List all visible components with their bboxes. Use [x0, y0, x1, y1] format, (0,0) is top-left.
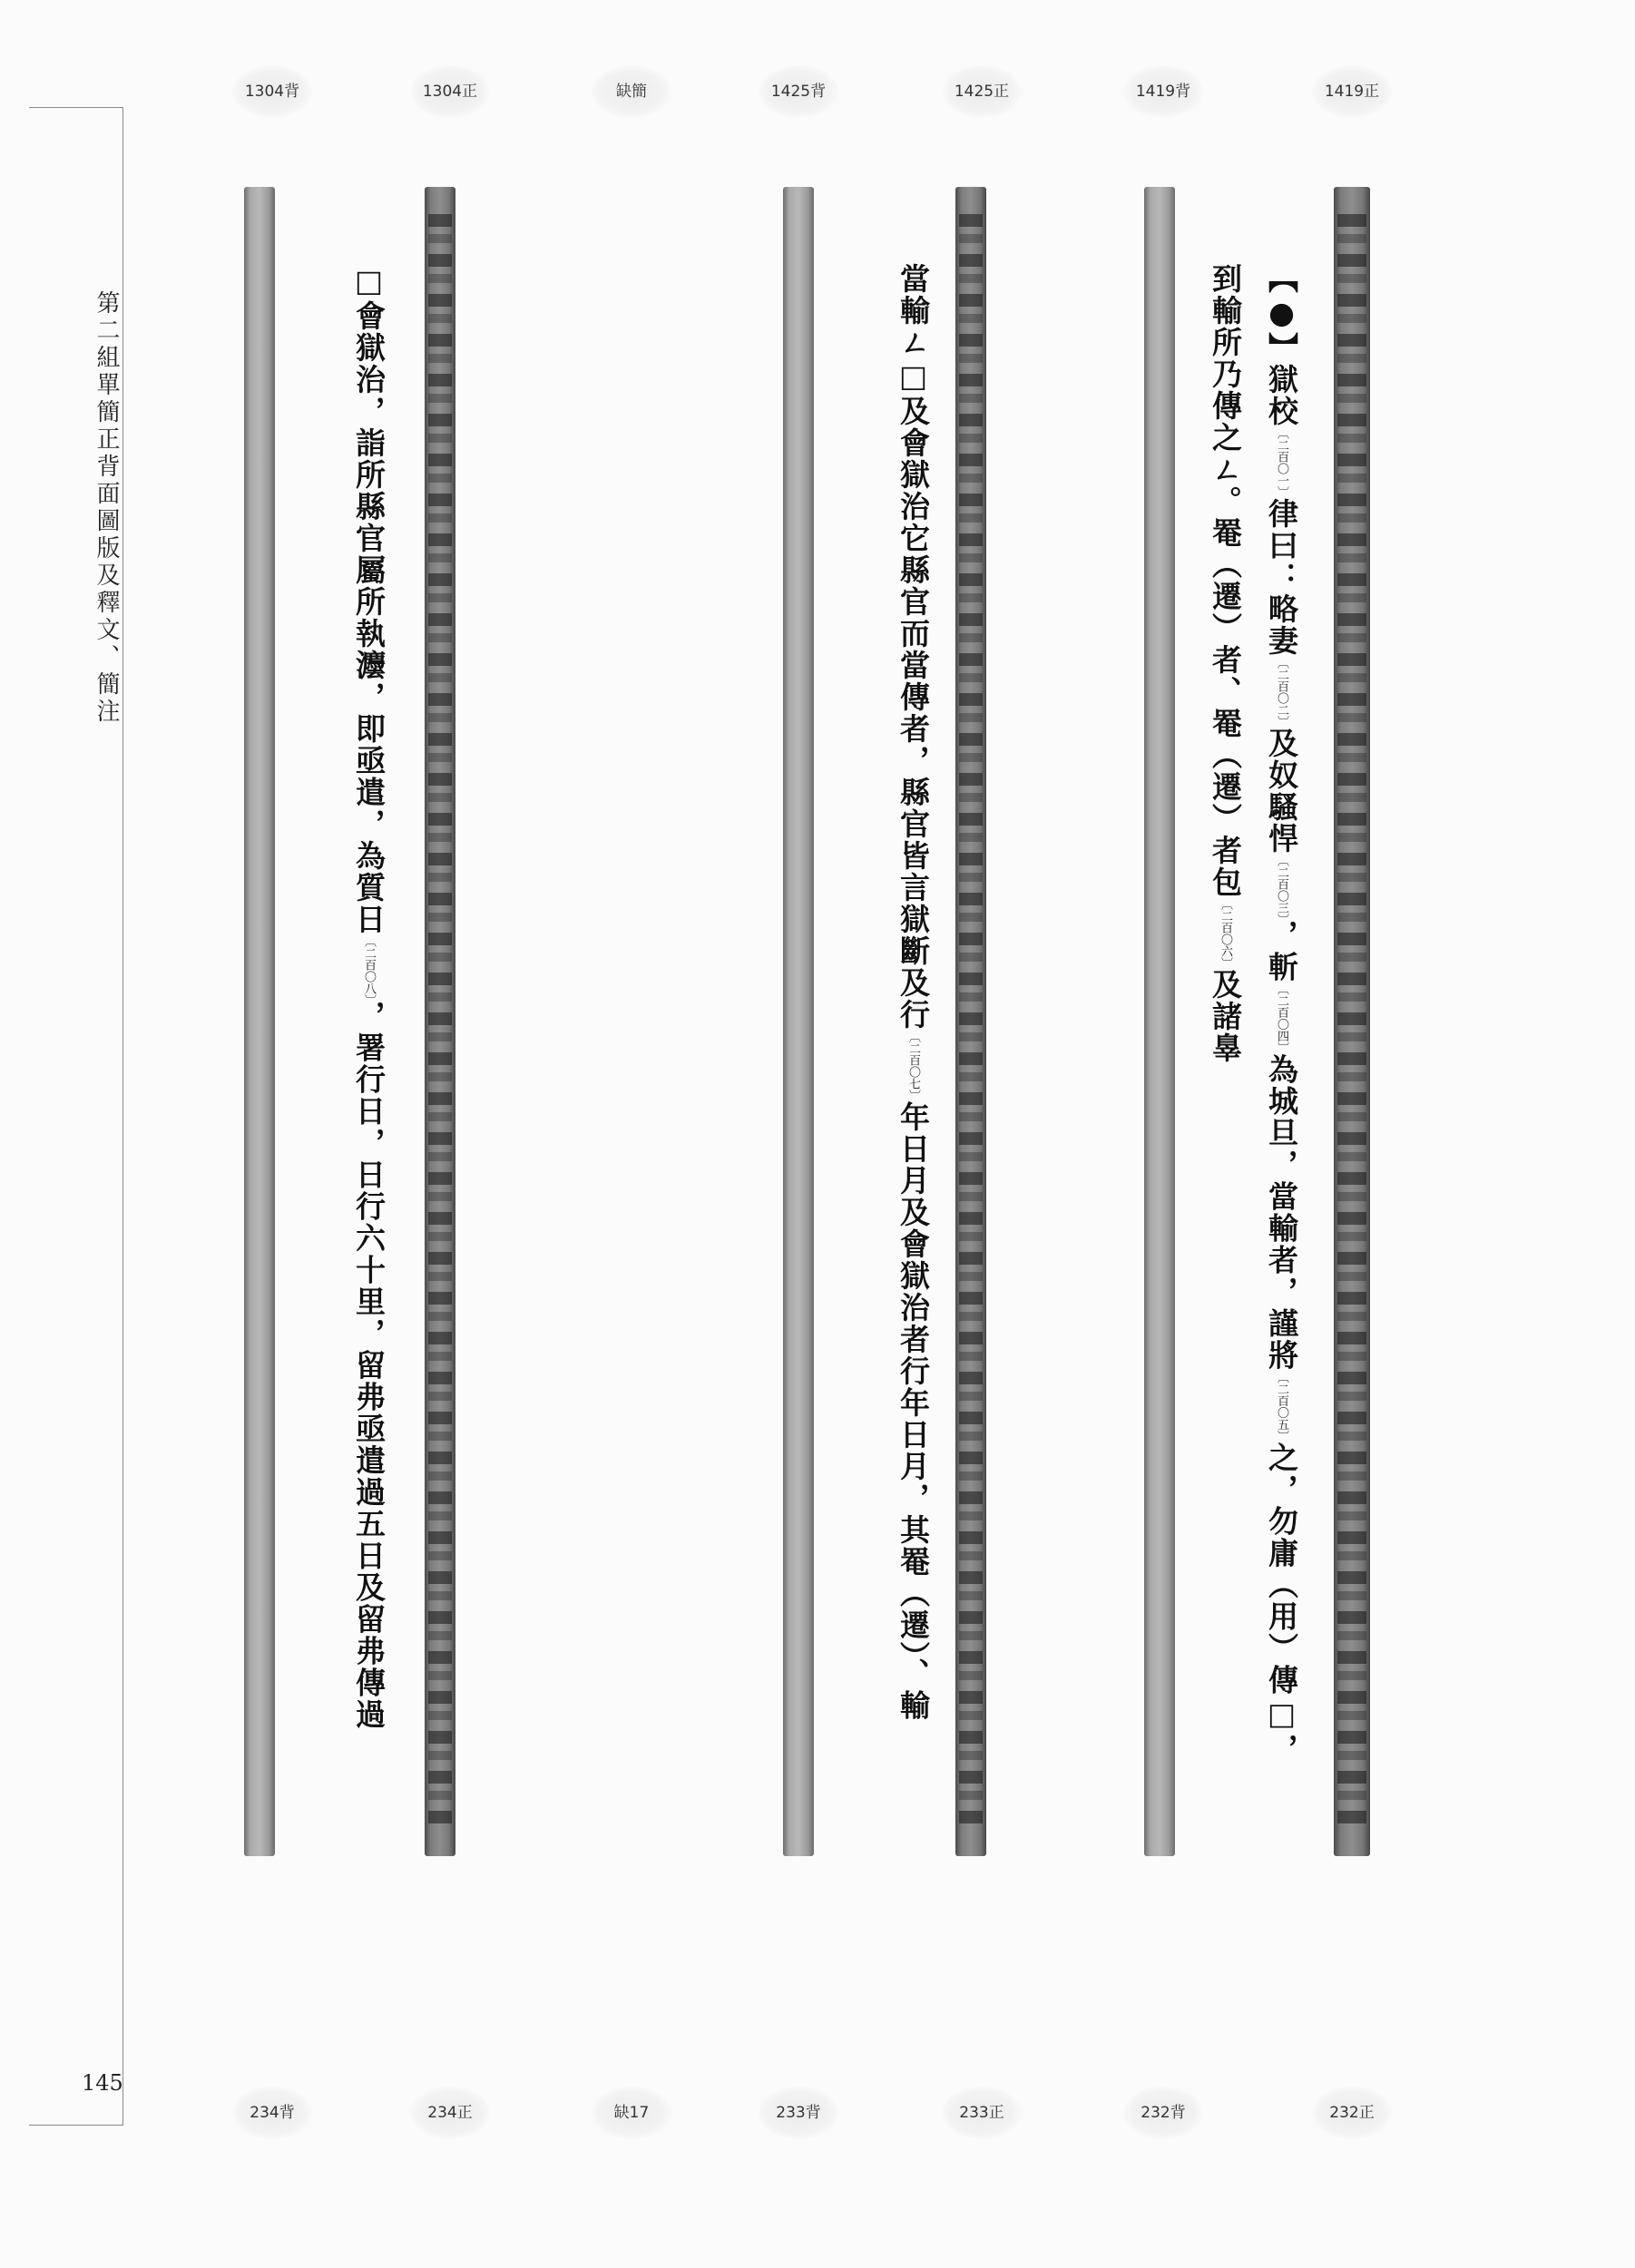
bamboo-slip-image: [425, 187, 455, 1856]
slip-tag-top: 1419背: [1123, 65, 1203, 118]
slip-ink-strokes: [428, 214, 452, 1829]
transcription-text: 及諸辠: [1208, 969, 1243, 1064]
slip-tag-bottom: 缺17: [592, 2087, 671, 2139]
annotation-number: 〔二百〇三〕: [1275, 855, 1288, 920]
slip-tag-top: 1304正: [410, 65, 490, 118]
transcription-text: 為城旦，當輸者，謹將: [1264, 1053, 1299, 1372]
slip-tag-top: 1425背: [759, 65, 838, 118]
annotation-number: 〔二百〇七〕: [906, 1031, 920, 1101]
bamboo-slip-image: [783, 187, 814, 1856]
transcription-text: 及奴騷悍: [1264, 728, 1299, 855]
annotation-number: 〔二百〇四〕: [1275, 982, 1288, 1054]
slip-tag-bottom: 232背: [1123, 2087, 1203, 2139]
transcription-column-234: [348, 263, 388, 1731]
bamboo-slip-image: [955, 187, 986, 1856]
slip-tag-top: 1304背: [232, 65, 312, 118]
transcription-column-233: [893, 263, 933, 1722]
slip-tag-top: 1419正: [1312, 65, 1392, 118]
annotation-number: 〔二百〇二〕: [1275, 657, 1288, 728]
transcription-text: 之，勿庸（用）傳□，: [1264, 1442, 1299, 1765]
annotation-number: 〔二百〇一〕: [1275, 427, 1288, 498]
transcription-text: 律曰：略妻: [1264, 498, 1299, 657]
transcription-text: 【●】獄校: [1264, 263, 1299, 427]
transcription-column-232-line2: [1205, 263, 1245, 1064]
transcription-column-232-line1: [1261, 263, 1301, 1765]
slip-tag-top: 缺簡: [592, 65, 671, 118]
transcription-text: 當輸ㄥ□及會獄治它縣官而當傳者，縣官皆言獄斷及行: [896, 263, 931, 1031]
slip-tag-bottom: 232正: [1312, 2087, 1392, 2139]
slip-tag-bottom: 233正: [942, 2087, 1022, 2139]
slip-tag-top: 1425正: [942, 65, 1022, 118]
transcription-text: ，斬: [1264, 919, 1299, 983]
annotation-number: 〔二百〇六〕: [1219, 898, 1232, 969]
slip-ink-strokes: [1337, 214, 1366, 1829]
bamboo-slip-image: [1334, 187, 1370, 1856]
page-number: 145: [82, 2070, 123, 2096]
bamboo-slip-image: [244, 187, 275, 1856]
slip-ink-strokes: [959, 214, 983, 1829]
transcription-text: 到輸所乃傳之ㄥ。罨（遷）者、罨（遷）者包: [1208, 263, 1243, 898]
section-title: 第二組單簡正背面圖版及釋文、簡注: [93, 290, 120, 726]
slip-tag-bottom: 234背: [232, 2087, 312, 2139]
annotation-number: 〔二百〇八〕: [362, 935, 376, 1001]
slip-tag-bottom: 233背: [759, 2087, 838, 2139]
slip-tag-bottom: 234正: [410, 2087, 490, 2139]
annotation-number: 〔二百〇五〕: [1275, 1371, 1288, 1442]
transcription-text: □會獄治，詣所縣官屬所執灋，即亟遣，為質日: [351, 263, 387, 935]
transcription-text: 年日月及會獄治者行年日月，其罨（遷）、輸: [896, 1101, 931, 1722]
bamboo-slip-image: [1144, 187, 1175, 1856]
transcription-text: ，署行日，日行六十里，留弗亟遣過五日及留弗傳過: [351, 1000, 387, 1731]
